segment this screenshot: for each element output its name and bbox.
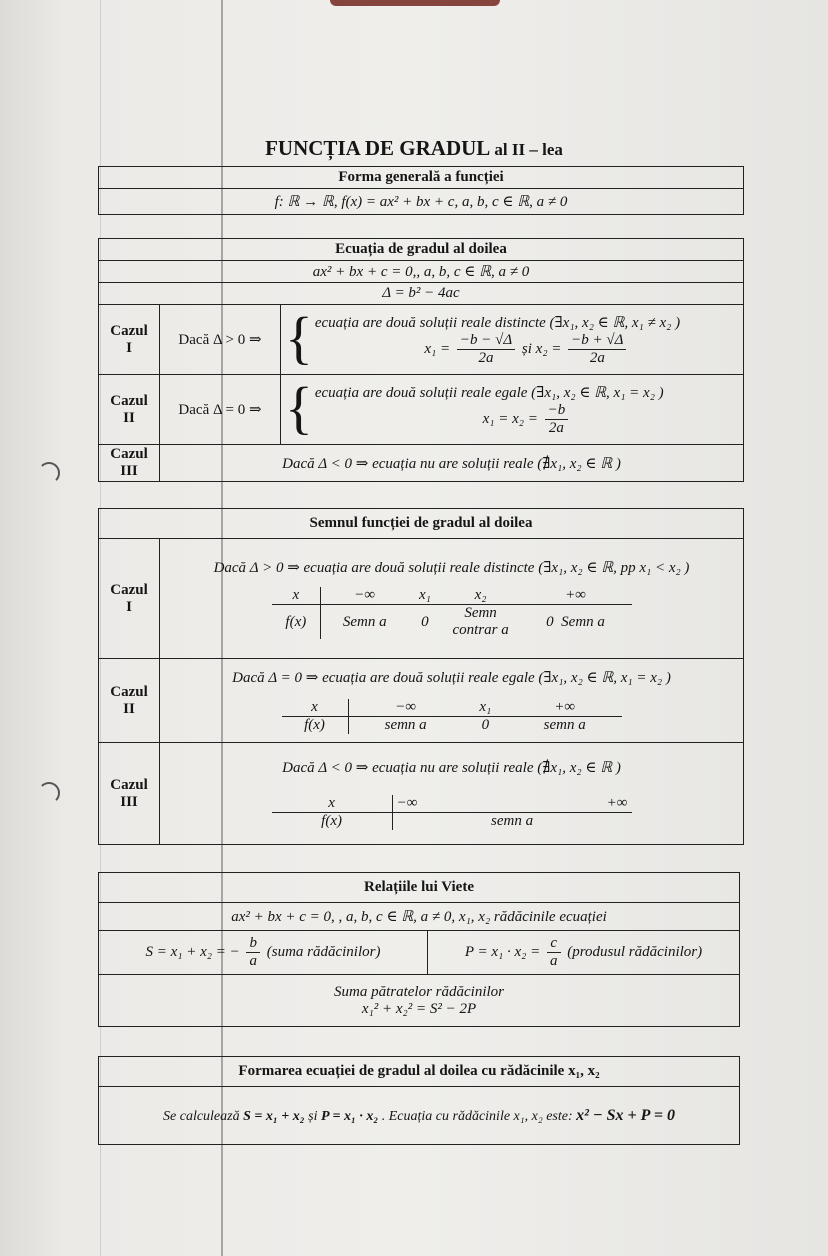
double-root-denominator: 2a xyxy=(548,419,564,436)
double-root-fraction xyxy=(545,402,569,437)
title-main: FUNCȚIA DE GRADUL xyxy=(265,136,490,160)
formation-text: Se calculează xyxy=(163,1108,240,1124)
equation-case1-label xyxy=(99,305,160,375)
sign-header: Semnul funcției de gradul al doilea xyxy=(99,509,744,539)
sign-value-pair xyxy=(520,605,632,640)
plus-infinity: +∞ xyxy=(513,795,632,813)
sign-value: Semn contrar a xyxy=(452,605,509,638)
viete-table xyxy=(98,872,740,1027)
sum-fraction xyxy=(246,935,260,970)
sum-lhs: S = x₁ + x₂ = − xyxy=(145,943,240,960)
plus-infinity: +∞ xyxy=(520,587,632,605)
zero-value: 0 xyxy=(481,716,490,733)
sign-value: Semn a xyxy=(561,613,605,630)
sign-case1-text: Dacă Δ > 0 ⇒ ecuația are două soluții reale distincte (∃x₁, x₂ ∈ ℝ, pp x₁ < x₂ ) xyxy=(213,560,690,576)
zero-value: 0 xyxy=(546,613,554,630)
sign-value: Semn a xyxy=(342,613,387,630)
general-form-table xyxy=(98,166,744,215)
sign-case2-variation-table xyxy=(282,699,622,734)
punch-hole-icon xyxy=(38,462,60,484)
root-x1: x₁ xyxy=(463,699,508,717)
equation-case3-label xyxy=(99,445,160,482)
equation-case2-text: ecuația are două soluții reale egale (∃x₁, x₂ ∈ ℝ, x₁ = x₂ ) xyxy=(314,384,664,401)
sign-case2-content xyxy=(160,659,744,743)
equation-case1-condition: Dacă Δ > 0 ⇒ xyxy=(160,305,281,375)
fx-label: f(x) xyxy=(272,605,321,640)
sum-numerator: b xyxy=(246,935,260,953)
sign-table xyxy=(98,508,744,845)
sum-denominator: a xyxy=(249,953,257,969)
viete-equation: ax² + bx + c = 0, , a, b, c ∈ ℝ, a ≠ 0, x₁, x₂ rădăcinile ecuației xyxy=(99,903,740,931)
case-number: I xyxy=(126,598,132,615)
sum-note: (suma rădăcinilor) xyxy=(266,943,381,960)
case-number: I xyxy=(126,339,132,356)
case-label: Cazul xyxy=(110,581,148,598)
minus-infinity: −∞ xyxy=(348,699,463,717)
viete-header: Relațiile lui Viete xyxy=(99,873,740,903)
equation-case2-condition: Dacă Δ = 0 ⇒ xyxy=(160,375,281,445)
case-label: Cazul xyxy=(110,322,148,339)
equation-table xyxy=(98,238,744,482)
zero-value: 0 xyxy=(421,613,429,630)
product-denominator: a xyxy=(550,953,558,969)
equation-case3-text: Dacă Δ < 0 ⇒ ecuația nu are soluții reale (∄x₁, x₂ ∈ ℝ ) xyxy=(160,445,744,482)
fx-label: f(x) xyxy=(272,812,393,830)
sign-case1-variation-table xyxy=(272,587,632,639)
root-x2: x₂ xyxy=(442,587,520,605)
punch-hole-icon xyxy=(38,782,60,804)
squares-label: Suma pătratelor rădăcinilor xyxy=(333,983,504,1000)
x-label: x xyxy=(272,795,393,813)
x2-denominator: 2a xyxy=(589,349,605,366)
s-formula: S = x₁ + x₂ xyxy=(243,1108,305,1124)
sign-value: semn a xyxy=(543,716,586,733)
sign-case1-content xyxy=(160,539,744,659)
formation-header: Formarea ecuației de gradul al doilea cu rădăcinile x₁, x₂ xyxy=(99,1057,740,1087)
case-number: II xyxy=(123,700,135,717)
x2-lhs: x₂ = xyxy=(535,340,562,357)
x2-numerator: −b + √Δ xyxy=(568,332,626,350)
double-root-numerator: −b xyxy=(545,402,569,420)
x2-fraction xyxy=(568,332,626,367)
sign-case2-text: Dacă Δ = 0 ⇒ ecuația are două soluții reale egale (∃x₁, x₂ ∈ ℝ, x₁ = x₂ ) xyxy=(232,669,671,686)
root-x1: x₁ xyxy=(408,587,441,605)
brace-symbol: { xyxy=(285,374,313,440)
and-word: și xyxy=(521,340,532,357)
case-label: Cazul xyxy=(110,392,148,409)
x1-fraction xyxy=(457,332,515,367)
sign-value: semn a xyxy=(491,812,534,829)
sign-case3-text: Dacă Δ < 0 ⇒ ecuația nu are soluții reale (∄x₁, x₂ ∈ ℝ ) xyxy=(282,759,621,776)
general-form-formula: f: ℝ → ℝ, f(x) = ax² + bx + c, a, b, c ∈ ℝ, a ≠ 0 xyxy=(99,189,744,215)
sign-case3-content xyxy=(160,743,744,845)
squares-formula: x₁² + x₂² = S² − 2P xyxy=(361,1000,477,1017)
sign-case3-label xyxy=(99,743,160,845)
x1-denominator: 2a xyxy=(478,349,494,366)
equation-case1-content xyxy=(281,305,744,375)
minus-infinity: −∞ xyxy=(392,795,513,813)
equation-case2-content xyxy=(281,375,744,445)
minus-infinity: −∞ xyxy=(321,587,409,605)
product-lhs: P = x₁ · x₂ = xyxy=(464,943,541,960)
x1-lhs: x₁ = xyxy=(424,340,451,357)
formation-text: și xyxy=(308,1108,318,1124)
product-note: (produsul rădăcinilor) xyxy=(567,943,703,960)
case-label: Cazul xyxy=(110,446,148,462)
binder-clip xyxy=(330,0,500,6)
fx-label: f(x) xyxy=(282,716,349,734)
viete-product xyxy=(428,931,740,975)
formation-content xyxy=(99,1087,740,1145)
final-equation: x² − Sx + P = 0 xyxy=(576,1106,675,1124)
equation-case2-label xyxy=(99,375,160,445)
case-label: Cazul xyxy=(110,683,148,700)
page-title xyxy=(0,136,828,161)
viete-squares xyxy=(99,975,740,1027)
x-label: x xyxy=(272,587,321,605)
case-label: Cazul xyxy=(110,776,148,793)
title-suffix: al II – lea xyxy=(494,140,563,159)
viete-sum xyxy=(99,931,428,975)
equation-case1-roots xyxy=(285,332,739,367)
double-root-lhs: x₁ = x₂ = xyxy=(482,410,538,427)
equation-header: Ecuația de gradul al doilea xyxy=(99,239,744,261)
sign-case3-variation-table xyxy=(272,795,632,830)
equation-case2-root xyxy=(285,402,739,437)
sign-case2-label xyxy=(99,659,160,743)
delta-formula: Δ = b² − 4ac xyxy=(99,283,744,305)
x1-numerator: −b − √Δ xyxy=(457,332,515,350)
brace-symbol: { xyxy=(285,304,313,370)
plus-infinity: +∞ xyxy=(508,699,622,717)
equation-case1-text: ecuația are două soluții reale distincte (∃x₁, x₂ ∈ ℝ, x₁ ≠ x₂ ) xyxy=(314,314,681,331)
product-fraction xyxy=(547,935,561,970)
case-number: II xyxy=(123,409,135,426)
sign-value: semn a xyxy=(384,716,427,733)
p-formula: P = x₁ · x₂ xyxy=(320,1108,379,1124)
general-form-header: Forma generală a funcției xyxy=(99,167,744,189)
formation-table xyxy=(98,1056,740,1145)
equation-formula: ax² + bx + c = 0,, a, b, c ∈ ℝ, a ≠ 0 xyxy=(99,261,744,283)
sign-case1-label xyxy=(99,539,160,659)
formation-text: . Ecuația cu rădăcinile x₁, x₂ este: xyxy=(381,1108,573,1124)
x-label: x xyxy=(282,699,349,717)
case-number: III xyxy=(120,463,138,479)
case-number: III xyxy=(120,793,138,810)
product-numerator: c xyxy=(547,935,561,953)
